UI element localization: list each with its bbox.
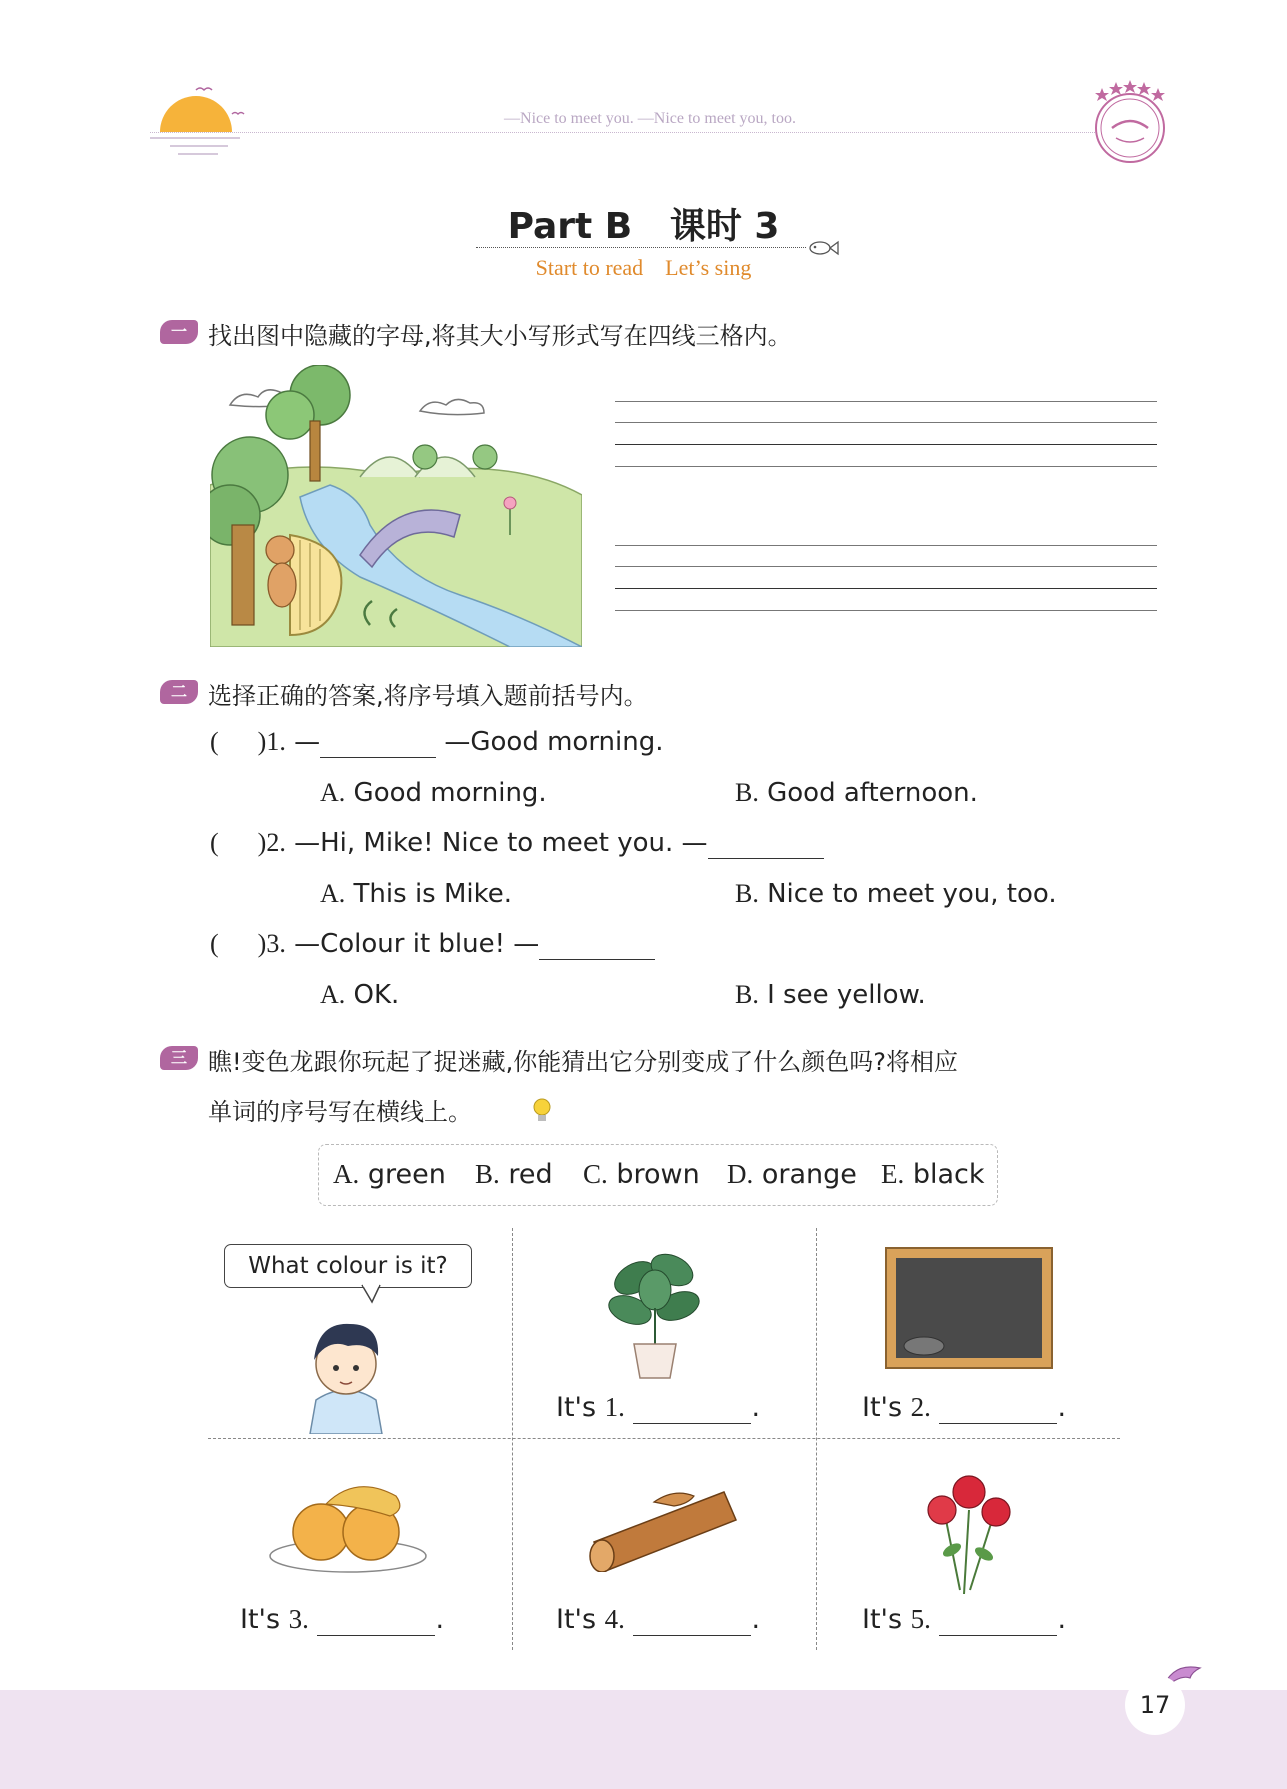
title-divider <box>476 247 806 248</box>
answer-line-2: It's 2. . <box>862 1392 1067 1423</box>
writing-lines-lowercase[interactable] <box>615 545 1157 615</box>
section-2-badge: 二 <box>160 680 198 704</box>
footer-band <box>0 1690 1287 1789</box>
word-d: D. orange <box>727 1159 857 1190</box>
page-title: Part B 课时 3 <box>507 206 780 247</box>
page-subtitle: Start to read Let’s sing <box>535 255 752 280</box>
blank-q1[interactable] <box>320 727 436 758</box>
grid-divider-v2 <box>816 1228 817 1650</box>
grid-divider-h <box>208 1438 1120 1439</box>
answer-line-3: It's 3. . <box>240 1604 445 1635</box>
blank-q2[interactable] <box>708 828 824 859</box>
word-b: B. red <box>475 1159 553 1190</box>
section-1-badge: 一 <box>160 320 198 344</box>
section-3-instruction-line2: 单词的序号写在横线上。 <box>208 1098 472 1126</box>
blank-q3[interactable] <box>539 929 655 960</box>
answer-paren-1[interactable]: ( ) <box>210 727 267 756</box>
blank-2[interactable] <box>939 1392 1057 1424</box>
oranges-illustration <box>266 1470 430 1578</box>
q3-option-b: B. I see yellow. <box>735 980 926 1010</box>
q1-option-b: B. Good afternoon. <box>735 778 978 808</box>
blackboard-illustration <box>884 1246 1054 1374</box>
log-illustration <box>584 1472 744 1576</box>
word-e: E. black <box>881 1159 985 1190</box>
blank-1[interactable] <box>633 1392 751 1424</box>
publisher-logo-icon <box>1082 76 1174 168</box>
section-2-instruction: 选择正确的答案,将序号填入题前括号内。 <box>208 682 648 710</box>
blank-5[interactable] <box>939 1604 1057 1636</box>
section-1-instruction: 找出图中隐藏的字母,将其大小写形式写在四线三格内。 <box>208 322 792 350</box>
sun-icon <box>150 80 250 160</box>
writing-lines-uppercase[interactable] <box>615 401 1157 471</box>
q2-option-a: A. This is Mike. <box>320 879 513 909</box>
plant-illustration <box>600 1238 710 1384</box>
section-3-instruction-line1: 瞧!变色龙跟你玩起了捉迷藏,你能猜出它分别变成了什么颜色吗?将相应 <box>208 1048 958 1076</box>
lightbulb-icon <box>530 1096 554 1128</box>
answer-line-4: It's 4. . <box>556 1604 761 1635</box>
roses-illustration <box>914 1470 1024 1600</box>
word-c: C. brown <box>583 1159 700 1190</box>
section-3-badge: 三 <box>160 1046 198 1070</box>
q1-option-a: A. Good morning. <box>320 778 547 808</box>
word-bank <box>318 1144 998 1206</box>
word-a: A. green <box>333 1159 446 1190</box>
answer-paren-3[interactable]: ( ) <box>210 929 267 958</box>
answer-paren-2[interactable]: ( ) <box>210 828 267 857</box>
park-illustration <box>210 365 582 647</box>
blank-4[interactable] <box>633 1604 751 1636</box>
question-3: ( )3. —Colour it blue! — <box>210 929 655 960</box>
running-header: —Nice to meet you. —Nice to meet you, too. <box>504 110 796 127</box>
boy-illustration <box>296 1310 396 1438</box>
question-1: ( )1. — —Good morning. <box>210 727 664 757</box>
q2-option-b: B. Nice to meet you, too. <box>735 879 1057 909</box>
blank-3[interactable] <box>317 1604 435 1636</box>
answer-line-5: It's 5. . <box>862 1604 1067 1635</box>
answer-line-1: It's 1. . <box>556 1392 761 1423</box>
speech-bubble: What colour is it? <box>224 1244 472 1288</box>
grid-divider-v1 <box>512 1228 513 1650</box>
q3-option-a: A. OK. <box>320 980 400 1010</box>
bubble-tail-icon <box>360 1284 384 1308</box>
question-2: ( )2. —Hi, Mike! Nice to meet you. — <box>210 828 824 859</box>
page-number: 17 <box>1125 1675 1185 1735</box>
header-divider <box>150 132 1095 133</box>
